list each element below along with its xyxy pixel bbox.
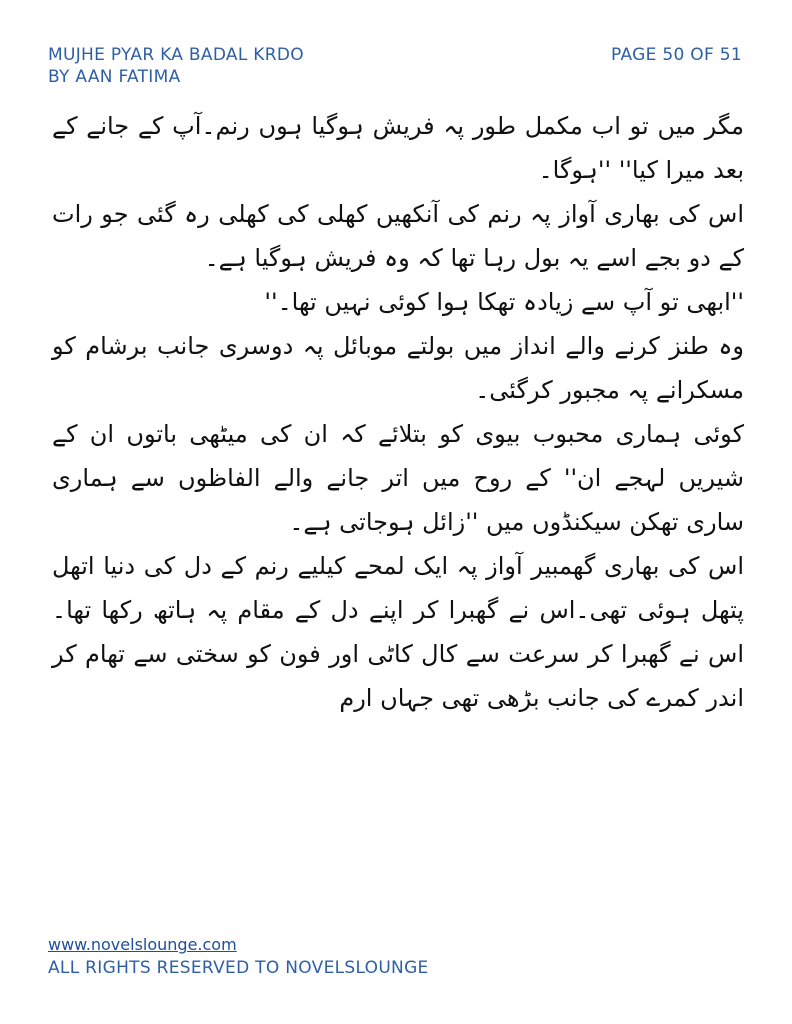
page-number: PAGE 50 OF 51 <box>611 45 742 65</box>
novel-title: MUJHE PYAR KA BADAL KRDO <box>48 45 304 65</box>
author-line: BY AAN FATIMA <box>48 67 181 87</box>
website-link[interactable]: www.novelslounge.com <box>48 935 237 954</box>
rights-notice: ALL RIGHTS RESERVED TO NOVELSLOUNGE <box>48 958 429 978</box>
page-header-left <box>48 44 304 88</box>
paragraph-4: وہ طنز کرنے والے انداز میں بولتے موبائل پہ دوسری جانب برشام کو مسکرانے پہ مجبور کرگئی۔ <box>52 332 744 404</box>
novel-body-text <box>52 104 744 720</box>
paragraph-6: اس کی بھاری گھمبیر آواز پہ ایک لمحے کیلیے رنم کے دل کی دنیا اتھل پتھل ہوئی تھی۔اس نے گھبرا کر اپنے دل کے مقام پہ ہاتھ رکھا تھا۔اس نے گھبرا کر سرعت سے کال کاٹی اور فون کو سختی سے تھام کر اندر کمرے کی جانب بڑھی تھی جہاں ارم <box>52 552 744 712</box>
paragraph-3: ''ابھی تو آپ سے زیادہ تھکا ہوا کوئی نہیں تھا۔'' <box>264 288 744 316</box>
paragraph-2: اس کی بھاری آواز پہ رنم کی آنکھیں کھلی کی کھلی رہ گئی جو رات کے دو بجے اسے یہ بول رہا تھا کہ وہ فریش ہوگیا ہے۔ <box>52 200 744 272</box>
page-footer <box>48 934 429 980</box>
paragraph-5: کوئی ہماری محبوب بیوی کو بتلائے کہ ان کی میٹھی باتوں ان کے شیریں لہجے ان'' کے روح میں اتر جانے والے الفاظوں سے ہماری ساری تھکن سیکنڈوں میں ''زائل ہوجاتی ہے۔ <box>52 420 744 536</box>
paragraph-1: مگر میں تو اب مکمل طور پہ فریش ہوگیا ہوں رنم۔آپ کے جانے کے بعد میرا کیا'' ''ہوگا۔ <box>52 112 744 184</box>
